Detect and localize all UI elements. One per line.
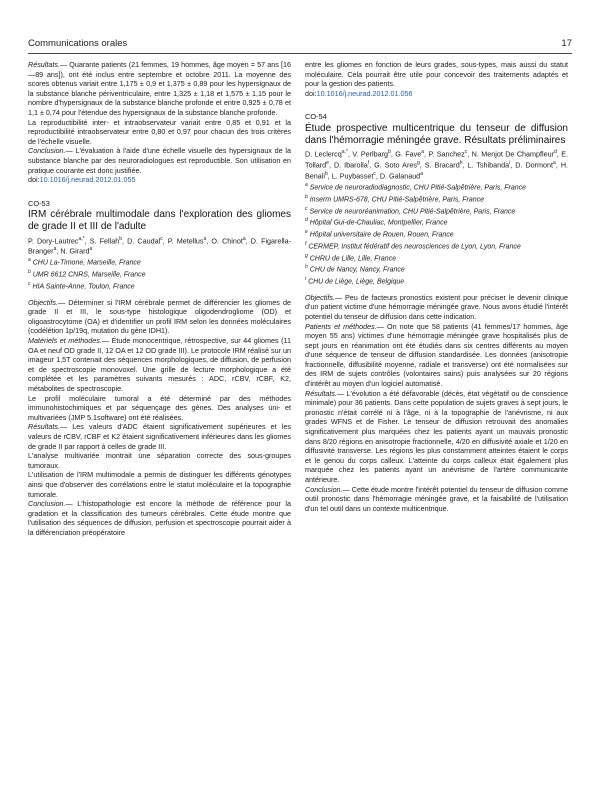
- paragraph-text: Peu de facteurs pronostics existent pour préciser le devenir clinique d'un patient victime d'une hémorragie méningée grave. Nous avons étudié l'intérêt potentiel du tenseur de diffusion dans cette indication.: [305, 292, 568, 321]
- paragraph-text: L'évaluation à l'aide d'une échelle visuelle des hypersignaux de la substance blanche par des neuroradiologues est reproductible. Son utilisation en pratique courante est donc justifiée.: [28, 146, 291, 175]
- paragraph: [28, 499, 291, 537]
- author-affiliation-mark: e: [326, 160, 329, 167]
- doi-link-co52[interactable]: 10.1016/j.neurad.2012.01.055: [39, 175, 136, 185]
- author-name: D. Galanaud: [379, 171, 421, 181]
- author-affiliation-mark: c: [464, 149, 468, 156]
- paragraph: [28, 336, 291, 394]
- affiliation-line: [28, 256, 291, 268]
- affiliation-line: [305, 193, 568, 205]
- paragraph: [28, 394, 291, 423]
- affiliation-mark: c: [305, 205, 308, 212]
- page-number: 17: [561, 38, 572, 49]
- affiliation-mark: d: [305, 217, 308, 224]
- author-affiliation-mark: a: [421, 149, 425, 156]
- header-divider: [28, 53, 572, 54]
- doi-prefix: doi:: [305, 88, 317, 98]
- author-affiliation-mark: g: [416, 160, 420, 167]
- paragraph-label: Conclusion.—: [28, 146, 73, 156]
- author-affiliation-mark: a: [53, 246, 57, 253]
- author-name: L. Tshibanda: [467, 160, 510, 170]
- author-list-co54: D. Leclercq$^{a,*}$, V. Perlbarg$^b$, G. Fave$^a$, P. Sanchez$^c$, N. Menjot De Champfleur$^d$, E. Tollard$^e$, D. Ibarolla$^f$, G. Soto Ares$^g$, S. Bracard$^h$, L. Tshibanda$^i$, D. Dormont$^a$, H. Benali$^b$, L. Puybasset$^c$, D. Galanaud$^a$: [305, 149, 569, 181]
- doi-line-co52: [28, 175, 291, 185]
- affiliation-text: CERMEP, Institut fédératif des neurosciences de Lyon, Lyon, France: [306, 243, 521, 251]
- paragraph-text: L'analyse multivariée montrait une séparation correcte des sous-groupes tumoraux.: [28, 451, 291, 470]
- affiliation-mark: a: [305, 182, 308, 189]
- affiliation-mark: a: [28, 257, 31, 264]
- author-affiliation-mark: b: [119, 235, 122, 242]
- affiliation-line: [305, 181, 568, 193]
- paragraph-text: Quarante patients (21 femmes, 19 hommes, âge moyen = 57 ans [16—89 ans]), ont été inclus entre septembre et octobre 2011. La moyenne des scores obtenus variait entre 1,175 ± 0,9 et 1,375 ± 0,89 pour les hypersignaux de la substance blanche périventriculaire, entre 1,325 ± 1,18 et 1,575 ± 1,15 pour le nombre d'hypersignaux de la substance blanche profonde et entre 0,925 ± 0,78 et 1,1 ± 0,74 pour l'étendue des hypersignaux de la substance blanche profonde.: [28, 60, 291, 117]
- paragraph: [28, 470, 291, 499]
- affiliation-line: [305, 205, 568, 217]
- author-name: N. Girard: [60, 246, 90, 256]
- affiliation-text: UMR 6612 CNRS, Marseille, France: [30, 271, 146, 279]
- affiliation-text: Hôpital Gui-de-Chauliac, Montpellier, France: [307, 219, 448, 227]
- author-name: S. Fellah: [89, 235, 120, 245]
- author-name: D. Leclercq: [305, 149, 342, 159]
- affiliation-line: [305, 240, 568, 252]
- section-title: Communications orales: [28, 38, 128, 49]
- affiliation-line: [305, 228, 568, 240]
- affiliation-text: Inserm UMRS-678, CHU Pitié-Salpêtrière, Paris, France: [307, 196, 484, 204]
- affiliation-text: CHU de Liège, Liège, Belgique: [306, 278, 405, 286]
- paragraph-label: Objectifs.—: [28, 297, 66, 307]
- abstract-id-co53: CO-53: [28, 198, 50, 208]
- affiliation-mark: i: [305, 275, 307, 282]
- abstract-title-co53: IRM cérébrale multimodale dans l'exploration des gliomes de grade II et III de l'adulte: [28, 209, 291, 232]
- author-name: P. Dory-Lautrec: [28, 235, 79, 245]
- doi-link-co53[interactable]: 10.1016/j.neurad.2012.01.056: [316, 88, 413, 98]
- author-name: P. Metellus: [167, 235, 204, 245]
- author-affiliation-mark: a,*: [78, 235, 85, 242]
- paragraph-label: Résultats.—: [28, 60, 68, 69]
- author-affiliation-mark: c: [160, 235, 163, 242]
- affiliation-text: CHU La-Timone, Marseille, France: [30, 259, 141, 267]
- author-affiliation-mark: a: [553, 160, 556, 167]
- author-name: P. Sanchez: [428, 149, 465, 159]
- paragraph-label: Matériels et méthodes.—: [28, 336, 110, 346]
- author-name: D. Caudal: [127, 235, 161, 245]
- previous-abstract-continuation: [28, 60, 291, 175]
- affiliation-line: [305, 216, 568, 228]
- affiliation-line: [305, 275, 568, 287]
- author-affiliation-mark: i: [509, 160, 511, 167]
- affiliation-mark: f: [305, 240, 307, 247]
- author-list-co53: P. Dory-Lautrec$^{a,*}$, S. Fellah$^b$, D. Caudal$^c$, P. Metellus$^a$, O. Chinot$^a$, D. Figarella-Branger$^a$, N. Girard$^a$: [28, 235, 292, 256]
- affiliation-text: CHRU de Lille, Lille, France: [307, 254, 397, 262]
- author-affiliation-mark: b: [388, 149, 391, 156]
- paragraph-text: Le profil moléculaire tumoral a été déterminé par des méthodes immunohistochimiques et par séquençage des gènes. Des analyses uni- et multivariées (JMP 5.1software) ont été réalisées.: [28, 393, 291, 422]
- paragraph-label: Résultats.—: [28, 422, 68, 432]
- author-name: S. Bracard: [424, 160, 460, 170]
- author-affiliation-mark: d: [554, 149, 557, 156]
- paragraph-text: L'histopathologie est encore la méthode de référence pour la gradation et la classification des tumeurs cérébrales. Cette étude montre que l'utilisation des séquences de diffusion, perfusion et spectroscopie pourrait aider à la différenciation préopératoire: [28, 499, 291, 537]
- author-affiliation-mark: c: [373, 171, 376, 178]
- affiliation-mark: b: [305, 193, 308, 200]
- abstract-title-co54: Étude prospective multicentrique du tenseur de diffusion dans l'hémorragie méningée grave. Résultats préliminaires: [305, 122, 568, 146]
- affiliation-text: Hôpital universitaire de Rouen, Rouen, France: [307, 231, 454, 239]
- author-name: H. Benali: [305, 160, 569, 181]
- doi-prefix: doi:: [28, 175, 40, 185]
- author-name: D. Figarella-Branger: [28, 235, 292, 256]
- paragraph-text: Déterminer si l'IRM cérébrale permet de différencier les gliomes de grade II et III, le sous-type histologique oligodendrogliome (OD) et oligoastrocytome (OA) et d'identifier un profil IRM selon les données moléculaires (codélétion 1p/19q, mutation du gène IDH1).: [28, 297, 291, 336]
- abstract-body-co54: [305, 293, 568, 514]
- author-name: G. Soto Ares: [374, 160, 417, 170]
- paragraph: [28, 298, 291, 336]
- paragraph-text: Cette étude montre l'intérêt potentiel du tenseur de diffusion comme outil pronostic dans l'hémorragie méningée grave, et la faisabilité de l'utilisation d'un tel outil dans un contexte multicentrique.: [305, 484, 568, 513]
- running-header: [28, 38, 572, 52]
- affiliation-line: [28, 280, 291, 292]
- author-affiliation-mark: b: [324, 171, 328, 178]
- affiliations-co54: [305, 181, 568, 287]
- paragraph-text: On note que 58 patients (41 femmes/17 hommes, âge moyen 55 ans) victimes d'une hémorragie méningée grave hospitalisés plus de sept jours en réanimation ont été étudiés dans six centres différents au moyen d'une séquence de tenseur de diffusion standardisée. Les données (anisotropie fractionnelle, diffusibilité moyenne, radiale et transverse) ont été normalisées sur des IRM de sujets contrôles (volontaires sains) puis analysées sur 20 régions d'intérêt au moyen d'un logiciel automatisé.: [305, 321, 568, 389]
- affiliation-mark: h: [305, 264, 308, 271]
- author-affiliation-mark: h: [459, 160, 463, 167]
- co53-continuation: entre les gliomes en fonction de leurs grades, sous-types, mais aussi du statut moléculaire. Cela pourrait être utile pour concevoir des traitements adaptés et pour la gestion des patients.: [305, 60, 568, 89]
- affiliation-mark: e: [305, 229, 308, 236]
- paragraph: [305, 485, 568, 514]
- author-name: L. Puybasset: [331, 171, 374, 181]
- author-affiliation-mark: a: [242, 235, 246, 242]
- affiliation-text: CHU de Nancy, Nancy, France: [307, 266, 405, 274]
- paragraph-label: Objectifs.—: [305, 292, 343, 302]
- affiliation-line: [28, 268, 291, 280]
- author-affiliation-mark: a: [420, 171, 423, 178]
- author-name: E. Tollard: [305, 149, 568, 170]
- affiliation-text: Service de neuroradiodiagnostic, CHU Pitié-Salpêtrière, Paris, France: [307, 184, 527, 192]
- paragraph-text: L'utilisation de l'IRM multimodale a permis de distinguer les différents génotypes ainsi que d'observer des corrélations entre le statut moléculaire et la topographie tumorale.: [28, 470, 291, 499]
- author-name: G. Fave: [395, 149, 422, 159]
- doi-line-co53: [305, 89, 568, 99]
- affiliation-mark: b: [28, 269, 31, 276]
- affiliation-line: [305, 252, 568, 264]
- author-affiliation-mark: a: [203, 235, 207, 242]
- author-name: D. Dormont: [515, 160, 554, 170]
- author-name: N. Menjot De Champfleur: [471, 149, 554, 159]
- affiliation-mark: g: [305, 252, 308, 259]
- author-affiliation-mark: a: [89, 246, 93, 253]
- author-affiliation-mark: a,*: [341, 149, 348, 156]
- paragraph-label: Résultats.—: [305, 388, 345, 398]
- paragraph: [305, 293, 568, 322]
- paragraph-label: Conclusion.—: [28, 499, 73, 509]
- paragraph-text: Étude monocentrique, rétrospective, sur 44 gliomes (11 OA et neuf OD grade II, 12 OA et 12 OD grade III). Le protocole IRM réalisé sur un imageur 1,5T contenait des séquences morphologiques, de diffusion, de perfusion et de spectroscopie monovoxel. Une grille de lecture morphologique a été complétée et les paramètres suivants mesurés : ADC, rCBV, rCBF, K2, métabolites de spectroscopie.: [28, 336, 291, 394]
- affiliation-text: HIA Sainte-Anne, Toulon, France: [30, 283, 135, 291]
- paragraph: [305, 389, 568, 485]
- abstract-id-co54: CO-54: [305, 112, 327, 122]
- affiliation-line: [305, 263, 568, 275]
- author-name: O. Chinot: [211, 235, 243, 245]
- abstract-body-co53: [28, 298, 291, 538]
- affiliations-co53: [28, 256, 291, 291]
- author-name: V. Perlbarg: [352, 149, 389, 159]
- author-name: D. Ibarolla: [333, 160, 368, 170]
- paragraph: [28, 146, 291, 175]
- paragraph-label: Patients et méthodes.—: [305, 321, 384, 331]
- right-column: [305, 60, 568, 513]
- paragraph: [305, 322, 568, 389]
- paragraph: [28, 60, 291, 118]
- paragraph-text: Les valeurs d'ADC étaient significativement supérieures et les valeurs de rCBV, rCBF et K2 étaient significativement inférieures dans les gliomes de grade II par rapport à celles de grade III.: [28, 422, 291, 451]
- affiliation-mark: c: [28, 280, 31, 287]
- paragraph: [28, 118, 291, 147]
- paragraph-label: Conclusion.—: [305, 484, 350, 494]
- paragraph-text: La reproductibilité inter- et intraobservateur variait entre 0,85 et 0,91 et la reproductibilité intraobservateur entre 0,80 et 0,97 pour chacun des trois critères de l'échelle visuelle.: [28, 117, 291, 146]
- author-affiliation-mark: f: [367, 160, 370, 167]
- affiliation-text: Service de neuroréanimation, CHU Pitié-Salpêtrière, Paris, France: [307, 207, 516, 215]
- paragraph: [28, 422, 291, 451]
- paragraph: [28, 451, 291, 470]
- paragraph-text: L'évolution a été défavorable (décès, état végétatif ou de conscience minimale) pour 36 patients. Dans cette population de sujets graves à sept jours, le pronostic n'était corrélé ni à l'âge, ni à la topographie de l'anévrisme, ni aux grades WFNS et de Fisher. Le tenseur de diffusion retrouvait des anomalies significativement plus marquées chez les patients ayant un mauvais pronostic dans 8/20 régions en anisotropie fractionnelle, 4/20 en diffusivité axiale et 1/20 en diffusivité transverse. Les régions les plus constamment atteintes étaient le corps et le genou du corps calleux. L'atteinte du corps calleux était également plus marquée chez les patients ayant un anévrisme de l'artère communicante antérieure.: [305, 388, 568, 484]
- left-column: [28, 60, 291, 538]
